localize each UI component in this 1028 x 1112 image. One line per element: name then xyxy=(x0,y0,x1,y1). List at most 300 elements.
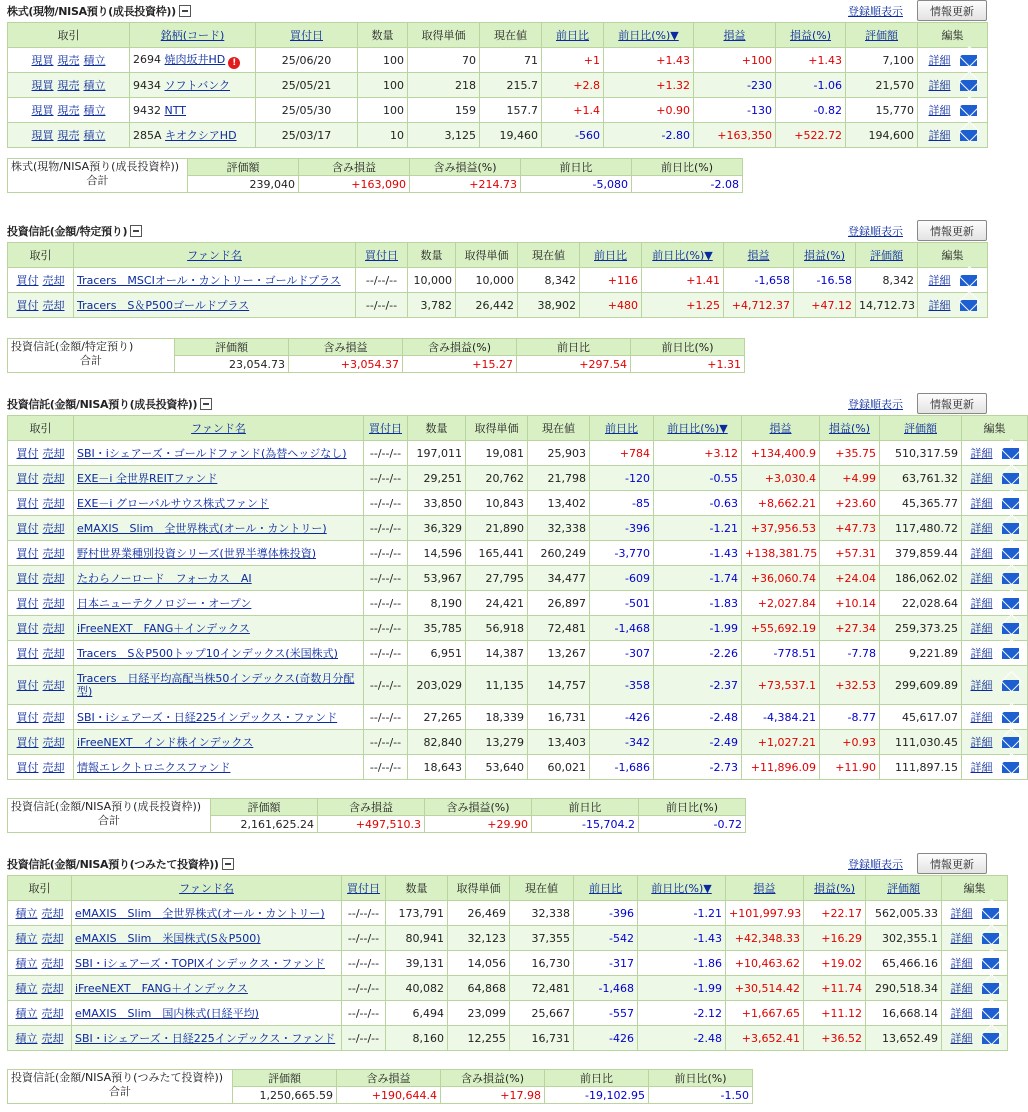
mail-icon[interactable] xyxy=(1002,712,1019,723)
mail-icon[interactable] xyxy=(1002,648,1019,659)
mail-icon[interactable] xyxy=(960,80,977,91)
detail-link[interactable]: 詳細 xyxy=(970,497,993,510)
security-code: 2694 xyxy=(133,53,161,66)
sort-column-link[interactable]: 買付日 xyxy=(369,422,402,435)
cell-value: 302,355.1 xyxy=(866,926,942,951)
sort-column-link[interactable]: ファンド名 xyxy=(191,422,246,435)
sort-column-link[interactable]: 評価額 xyxy=(865,29,898,42)
trade-action-link[interactable]: 現買 xyxy=(31,129,54,142)
cell-qty: 27,265 xyxy=(408,705,466,730)
trade-actions xyxy=(8,268,74,293)
cell-qty: 6,494 xyxy=(386,1001,448,1026)
mail-icon[interactable] xyxy=(1002,548,1019,559)
security-code: 9432 xyxy=(133,103,161,117)
collapse-toggle-icon[interactable] xyxy=(200,398,212,410)
trade-action-link[interactable]: 売却 xyxy=(42,711,65,724)
security-name-link[interactable]: SBI・iシェアーズ・ゴールドファンド(為替ヘッジなし) xyxy=(77,447,347,460)
trade-action-link[interactable]: 売却 xyxy=(42,761,65,774)
collapse-toggle-icon[interactable] xyxy=(222,858,234,870)
edit-cell xyxy=(918,73,988,98)
trade-action-link[interactable]: 売却 xyxy=(42,622,65,635)
mail-icon[interactable] xyxy=(1002,448,1019,459)
column-header: 編集 xyxy=(942,876,1008,901)
cell-pl-pct: +27.34 xyxy=(820,616,880,641)
trade-action-link[interactable]: 売却 xyxy=(42,647,65,660)
security-name-link[interactable]: Tracers S＆P500トップ10インデックス(米国株式) xyxy=(77,647,338,660)
cell-pl: +10,463.62 xyxy=(726,951,804,976)
cell-price: 26,897 xyxy=(528,591,590,616)
security-name-link[interactable]: SBI・iシェアーズ・TOPIXインデックス・ファンド xyxy=(75,957,325,970)
refresh-button[interactable]: 情報更新 xyxy=(917,853,987,874)
security-name-link[interactable]: eMAXIS Slim 全世界株式(オール・カントリー) xyxy=(77,522,327,535)
trade-action-link[interactable]: 売却 xyxy=(42,472,65,485)
cell-price: 16,731 xyxy=(528,705,590,730)
summary-column-header: 前日比(%) xyxy=(639,799,746,816)
security-name-link[interactable]: SBI・iシェアーズ・日経225インデックス・ファンド xyxy=(75,1032,336,1045)
security-name-link[interactable]: iFreeNEXT インド株インデックス xyxy=(77,736,254,749)
mail-icon[interactable] xyxy=(1002,623,1019,634)
security-name-link[interactable]: 日本ニューテクノロジー・オープン xyxy=(77,597,252,610)
security-name-link[interactable]: Tracers S＆P500ゴールドプラス xyxy=(77,299,250,312)
cell-chg-pct: -1.86 xyxy=(638,951,726,976)
security-name-link[interactable]: eMAXIS Slim 国内株式(日経平均) xyxy=(75,1007,259,1020)
fund-nisa-tsumitate-section-header xyxy=(7,853,987,875)
detail-link[interactable]: 詳細 xyxy=(950,907,973,920)
collapse-toggle-icon[interactable] xyxy=(179,5,191,17)
cell-chg: +480 xyxy=(580,293,642,318)
detail-link[interactable]: 詳細 xyxy=(928,129,951,142)
sort-column-link[interactable]: 前日比(%)▼ xyxy=(667,422,728,435)
trade-action-link[interactable]: 積立 xyxy=(15,907,38,920)
table-row xyxy=(8,566,1028,591)
cell-price: 8,342 xyxy=(518,268,580,293)
summary-value: +3,054.37 xyxy=(289,356,403,373)
sort-column-link[interactable]: ファンド名 xyxy=(179,882,234,895)
mail-icon[interactable] xyxy=(960,300,977,311)
cell-chg-pct: -2.80 xyxy=(604,123,694,148)
detail-link[interactable]: 詳細 xyxy=(970,472,993,485)
cell-pl: +134,400.9 xyxy=(742,441,820,466)
table-row xyxy=(8,926,1008,951)
trade-actions xyxy=(8,641,74,666)
table-row xyxy=(8,516,1028,541)
detail-link[interactable]: 詳細 xyxy=(970,679,993,692)
detail-link[interactable]: 詳細 xyxy=(970,447,993,460)
cell-qty: 100 xyxy=(358,98,408,123)
cell-date: --/--/-- xyxy=(342,1026,386,1051)
registration-order-link[interactable]: 登録順表示 xyxy=(848,5,903,18)
trade-action-link[interactable]: 売却 xyxy=(42,522,65,535)
cell-qty: 35,785 xyxy=(408,616,466,641)
detail-link[interactable]: 詳細 xyxy=(950,1032,973,1045)
security-name-link[interactable]: NTT xyxy=(164,103,186,117)
summary-value: -2.08 xyxy=(632,176,743,193)
trade-actions xyxy=(8,976,72,1001)
security-name-link[interactable]: 情報エレクトロニクスファンド xyxy=(77,761,231,774)
trade-action-link[interactable]: 売却 xyxy=(42,274,65,287)
security-name-cell xyxy=(130,48,256,73)
mail-icon[interactable] xyxy=(982,983,999,994)
cell-value: 111,030.45 xyxy=(880,730,962,755)
edit-cell xyxy=(962,491,1028,516)
trade-action-link[interactable]: 売却 xyxy=(41,957,64,970)
trade-actions xyxy=(8,516,74,541)
security-name-link[interactable]: キオクシアHD xyxy=(165,129,237,142)
cell-pl-pct: -0.82 xyxy=(776,98,846,123)
column-header: 現在値 xyxy=(528,416,590,441)
cell-pl-pct: +16.29 xyxy=(804,926,866,951)
detail-link[interactable]: 詳細 xyxy=(970,647,993,660)
cell-chg: -85 xyxy=(590,491,654,516)
summary-column-header: 評価額 xyxy=(175,339,289,356)
cell-pl-pct: +47.73 xyxy=(820,516,880,541)
trade-action-link[interactable]: 売却 xyxy=(42,679,65,692)
mail-icon[interactable] xyxy=(1002,680,1019,691)
table-row xyxy=(8,491,1028,516)
trade-actions xyxy=(8,705,74,730)
trade-action-link[interactable]: 売却 xyxy=(41,1007,64,1020)
mail-icon[interactable] xyxy=(1002,473,1019,484)
security-name-link[interactable]: Tracers 日経平均高配当株50インデックス(奇数月分配型) xyxy=(77,672,355,698)
alert-icon[interactable]: ! xyxy=(228,57,240,69)
security-name-link[interactable]: 野村世界業種別投資シリーズ(世界半導体株投資) xyxy=(77,547,317,560)
cell-date: --/--/-- xyxy=(364,566,408,591)
trade-action-link[interactable]: 積立 xyxy=(15,982,38,995)
mail-icon[interactable] xyxy=(982,1008,999,1019)
sort-column-link[interactable]: 評価額 xyxy=(870,249,903,262)
security-name-cell xyxy=(74,566,364,591)
mail-icon[interactable] xyxy=(982,908,999,919)
security-name-link[interactable]: Tracers MSCIオール・カントリー・ゴールドプラス xyxy=(77,274,341,287)
security-name-link[interactable]: EXE－i グローバルサウス株式ファンド xyxy=(77,497,269,510)
summary-column-header: 含み損益(%) xyxy=(425,799,532,816)
sort-column-link[interactable]: 買付日 xyxy=(347,882,380,895)
cell-cost: 27,795 xyxy=(466,566,528,591)
detail-link[interactable]: 詳細 xyxy=(970,547,993,560)
detail-link[interactable]: 詳細 xyxy=(970,522,993,535)
registration-order-link[interactable]: 登録順表示 xyxy=(848,858,903,871)
column-header: 取引 xyxy=(8,416,74,441)
detail-link[interactable]: 詳細 xyxy=(928,274,951,287)
cell-cost: 218 xyxy=(408,73,480,98)
collapse-toggle-icon[interactable] xyxy=(130,225,142,237)
sort-column-link[interactable]: 前日比(%)▼ xyxy=(652,249,713,262)
mail-icon[interactable] xyxy=(1002,737,1019,748)
trade-action-link[interactable]: 売却 xyxy=(42,447,65,460)
trade-action-link[interactable]: 現買 xyxy=(31,54,54,67)
trade-action-link[interactable]: 現売 xyxy=(57,104,80,117)
sort-column-link[interactable]: ファンド名 xyxy=(187,249,242,262)
detail-link[interactable]: 詳細 xyxy=(950,1007,973,1020)
fund-nisa-growth-section-title: 投資信託(金額/NISA預り(成長投資枠)) xyxy=(7,396,212,412)
trade-action-link[interactable]: 買付 xyxy=(16,522,39,535)
security-name-link[interactable]: たわらノーロード フォーカス AI xyxy=(77,572,252,585)
security-name-link[interactable]: 焼肉坂井HD xyxy=(164,53,226,66)
mail-icon[interactable] xyxy=(1002,762,1019,773)
cell-chg-pct: +3.12 xyxy=(654,441,742,466)
table-row xyxy=(8,1026,1008,1051)
mail-icon[interactable] xyxy=(1002,523,1019,534)
cell-value: 45,365.77 xyxy=(880,491,962,516)
column-header xyxy=(638,876,726,901)
cell-value: 13,652.49 xyxy=(866,1026,942,1051)
column-header xyxy=(856,243,918,268)
security-code: 285A xyxy=(133,129,162,142)
edit-cell xyxy=(962,516,1028,541)
column-header xyxy=(654,416,742,441)
edit-cell xyxy=(942,1001,1008,1026)
cell-price: 72,481 xyxy=(528,616,590,641)
sort-column-link[interactable]: 損益(%) xyxy=(803,249,846,262)
trade-action-link[interactable]: 売却 xyxy=(41,932,64,945)
trade-action-link[interactable]: 買付 xyxy=(16,736,39,749)
edit-cell xyxy=(962,730,1028,755)
mail-icon[interactable] xyxy=(1002,498,1019,509)
trade-action-link[interactable]: 積立 xyxy=(15,957,38,970)
fund-nisa-growth-section xyxy=(7,393,1006,833)
security-name-cell xyxy=(72,1001,342,1026)
summary-value: +497,510.3 xyxy=(318,816,425,833)
security-name-link[interactable]: iFreeNEXT FANG＋インデックス xyxy=(75,982,248,995)
edit-cell xyxy=(942,901,1008,926)
trade-action-link[interactable]: 買付 xyxy=(16,497,39,510)
table-row xyxy=(8,293,988,318)
column-header xyxy=(866,876,942,901)
trade-action-link[interactable]: 売却 xyxy=(42,497,65,510)
trade-action-link[interactable]: 売却 xyxy=(42,572,65,585)
cell-qty: 36,329 xyxy=(408,516,466,541)
security-name-cell xyxy=(74,541,364,566)
cell-pl: +37,956.53 xyxy=(742,516,820,541)
detail-link[interactable]: 詳細 xyxy=(970,622,993,635)
summary-column-header: 前日比 xyxy=(545,1070,649,1087)
trade-action-link[interactable]: 買付 xyxy=(16,679,39,692)
trade-action-link[interactable]: 売却 xyxy=(41,1032,64,1045)
sort-column-link[interactable]: 前日比 xyxy=(594,249,627,262)
trade-action-link[interactable]: 買付 xyxy=(16,597,39,610)
trade-action-link[interactable]: 買付 xyxy=(16,547,39,560)
refresh-button[interactable]: 情報更新 xyxy=(917,0,987,21)
cell-cost: 165,441 xyxy=(466,541,528,566)
trade-actions xyxy=(8,293,74,318)
summary-value: +15.27 xyxy=(403,356,517,373)
sort-column-link[interactable]: 前日比(%)▼ xyxy=(618,29,679,42)
stock-summary-table xyxy=(7,158,743,193)
summary-column-header: 前日比(%) xyxy=(649,1070,753,1087)
security-name-link[interactable]: iFreeNEXT FANG＋インデックス xyxy=(77,622,250,635)
sort-column-link[interactable]: 損益(%) xyxy=(828,422,871,435)
trade-action-link[interactable]: 買付 xyxy=(16,572,39,585)
cell-price: 19,460 xyxy=(480,123,542,148)
cell-chg: -542 xyxy=(574,926,638,951)
header-row xyxy=(8,416,1028,441)
trade-action-link[interactable]: 現売 xyxy=(57,79,80,92)
trade-action-link[interactable]: 買付 xyxy=(16,622,39,635)
detail-link[interactable]: 詳細 xyxy=(928,54,951,67)
trade-action-link[interactable]: 買付 xyxy=(16,447,39,460)
trade-action-link[interactable]: 売却 xyxy=(42,299,65,312)
trade-action-link[interactable]: 買付 xyxy=(16,711,39,724)
sort-column-link[interactable]: 損益 xyxy=(769,422,792,435)
detail-link[interactable]: 詳細 xyxy=(928,299,951,312)
table-row xyxy=(8,541,1028,566)
detail-link[interactable]: 詳細 xyxy=(970,761,993,774)
trade-actions xyxy=(8,566,74,591)
summary-column-header: 含み損益(%) xyxy=(441,1070,545,1087)
sort-column-link[interactable]: 前日比 xyxy=(556,29,589,42)
detail-link[interactable]: 詳細 xyxy=(950,957,973,970)
security-name-link[interactable]: EXE－i 全世界REITファンド xyxy=(77,472,218,485)
mail-icon[interactable] xyxy=(1002,573,1019,584)
security-name-link[interactable]: eMAXIS Slim 全世界株式(オール・カントリー) xyxy=(75,907,325,920)
trade-action-link[interactable]: 売却 xyxy=(42,547,65,560)
detail-link[interactable]: 詳細 xyxy=(970,711,993,724)
table-row xyxy=(8,616,1028,641)
mail-icon[interactable] xyxy=(960,130,977,141)
cell-date: --/--/-- xyxy=(364,441,408,466)
table-row xyxy=(8,705,1028,730)
column-header: 取得単価 xyxy=(466,416,528,441)
detail-link[interactable]: 詳細 xyxy=(970,572,993,585)
registration-order-link[interactable]: 登録順表示 xyxy=(848,225,903,238)
mail-icon[interactable] xyxy=(960,105,977,116)
security-name-link[interactable]: SBI・iシェアーズ・日経225インデックス・ファンド xyxy=(77,711,338,724)
table-row xyxy=(8,901,1008,926)
trade-action-link[interactable]: 買付 xyxy=(16,299,39,312)
summary-value: -1.50 xyxy=(649,1087,753,1104)
trade-action-link[interactable]: 積立 xyxy=(15,1032,38,1045)
cell-price: 34,477 xyxy=(528,566,590,591)
summary-value: 23,054.73 xyxy=(175,356,289,373)
security-name-link[interactable]: eMAXIS Slim 米国株式(S＆P500) xyxy=(75,932,261,945)
cell-pl-pct: +36.52 xyxy=(804,1026,866,1051)
refresh-button[interactable]: 情報更新 xyxy=(917,220,987,241)
cell-value: 16,668.14 xyxy=(866,1001,942,1026)
cell-value: 65,466.16 xyxy=(866,951,942,976)
cell-pl: +100 xyxy=(694,48,776,73)
cell-cost: 12,255 xyxy=(448,1026,510,1051)
sort-column-link[interactable]: 損益(%) xyxy=(789,29,832,42)
trade-action-link[interactable]: 買付 xyxy=(16,761,39,774)
sort-column-link[interactable]: 損益(%) xyxy=(813,882,856,895)
summary-label xyxy=(8,1070,233,1104)
detail-link[interactable]: 詳細 xyxy=(950,982,973,995)
cell-value: 299,609.89 xyxy=(880,666,962,705)
cell-date: --/--/-- xyxy=(364,541,408,566)
fund-nisa-growth-summary-table xyxy=(7,798,746,833)
table-row xyxy=(8,730,1028,755)
column-header xyxy=(342,876,386,901)
refresh-button[interactable]: 情報更新 xyxy=(917,393,987,414)
cell-chg-pct: -2.12 xyxy=(638,1001,726,1026)
sort-column-link[interactable]: 買付日 xyxy=(290,29,323,42)
sort-column-link[interactable]: 損益 xyxy=(723,29,746,42)
trade-action-link[interactable]: 現売 xyxy=(57,54,80,67)
security-name-link[interactable]: ソフトバンク xyxy=(164,79,231,92)
table-row xyxy=(8,1001,1008,1026)
trade-action-link[interactable]: 積立 xyxy=(83,54,106,67)
detail-link[interactable]: 詳細 xyxy=(970,597,993,610)
cell-date: --/--/-- xyxy=(342,951,386,976)
mail-icon[interactable] xyxy=(960,55,977,66)
edit-cell xyxy=(942,1026,1008,1051)
mail-icon[interactable] xyxy=(982,958,999,969)
trade-action-link[interactable]: 積立 xyxy=(83,79,106,92)
trade-action-link[interactable]: 買付 xyxy=(16,647,39,660)
summary-column-header: 評価額 xyxy=(188,159,299,176)
detail-link[interactable]: 詳細 xyxy=(928,79,951,92)
sort-column-link[interactable]: 損益 xyxy=(747,249,770,262)
cell-pl-pct: +32.53 xyxy=(820,666,880,705)
cell-pl-pct: +10.14 xyxy=(820,591,880,616)
sort-column-link[interactable]: 前日比(%)▼ xyxy=(651,882,712,895)
trade-action-link[interactable]: 積立 xyxy=(83,129,106,142)
mail-icon[interactable] xyxy=(982,1033,999,1044)
mail-icon[interactable] xyxy=(960,275,977,286)
trade-action-link[interactable]: 売却 xyxy=(42,597,65,610)
cell-chg-pct: -0.55 xyxy=(654,466,742,491)
trade-action-link[interactable]: 積立 xyxy=(83,104,106,117)
sort-column-link[interactable]: 銘柄(コード) xyxy=(160,29,225,42)
cell-pl-pct: +35.75 xyxy=(820,441,880,466)
edit-cell xyxy=(942,951,1008,976)
summary-value: +214.73 xyxy=(410,176,521,193)
detail-link[interactable]: 詳細 xyxy=(970,736,993,749)
trade-action-link[interactable]: 積立 xyxy=(15,1007,38,1020)
edit-cell xyxy=(962,441,1028,466)
trade-action-link[interactable]: 積立 xyxy=(15,932,38,945)
cell-value: 21,570 xyxy=(846,73,918,98)
cell-chg: -1,468 xyxy=(574,976,638,1001)
sort-column-link[interactable]: 前日比 xyxy=(589,882,622,895)
trade-action-link[interactable]: 現売 xyxy=(57,129,80,142)
cell-chg: +1 xyxy=(542,48,604,73)
cell-pl: +55,692.19 xyxy=(742,616,820,641)
sort-column-link[interactable]: 買付日 xyxy=(365,249,398,262)
trade-action-link[interactable]: 買付 xyxy=(16,274,39,287)
trade-action-link[interactable]: 現買 xyxy=(31,104,54,117)
column-header xyxy=(820,416,880,441)
trade-action-link[interactable]: 売却 xyxy=(41,907,64,920)
fund-tokutei-table xyxy=(7,242,988,318)
trade-action-link[interactable]: 買付 xyxy=(16,472,39,485)
registration-order-link[interactable]: 登録順表示 xyxy=(848,398,903,411)
trade-action-link[interactable]: 売却 xyxy=(41,982,64,995)
cell-cost: 70 xyxy=(408,48,480,73)
cell-cost: 159 xyxy=(408,98,480,123)
cell-chg-pct: -1.21 xyxy=(638,901,726,926)
cell-pl: +3,652.41 xyxy=(726,1026,804,1051)
cell-chg-pct: -1.99 xyxy=(638,976,726,1001)
cell-date: --/--/-- xyxy=(364,491,408,516)
sort-column-link[interactable]: 評価額 xyxy=(904,422,937,435)
security-name-cell xyxy=(74,441,364,466)
cell-date: --/--/-- xyxy=(342,976,386,1001)
sort-column-link[interactable]: 前日比 xyxy=(605,422,638,435)
cell-value: 9,221.89 xyxy=(880,641,962,666)
detail-link[interactable]: 詳細 xyxy=(928,104,951,117)
sort-column-link[interactable]: 評価額 xyxy=(887,882,920,895)
trade-action-link[interactable]: 売却 xyxy=(42,736,65,749)
mail-icon[interactable] xyxy=(982,933,999,944)
detail-link[interactable]: 詳細 xyxy=(950,932,973,945)
sort-column-link[interactable]: 損益 xyxy=(753,882,776,895)
cell-chg: -342 xyxy=(590,730,654,755)
cell-qty: 33,850 xyxy=(408,491,466,516)
cell-pl: +2,027.84 xyxy=(742,591,820,616)
trade-action-link[interactable]: 現買 xyxy=(31,79,54,92)
mail-icon[interactable] xyxy=(1002,598,1019,609)
